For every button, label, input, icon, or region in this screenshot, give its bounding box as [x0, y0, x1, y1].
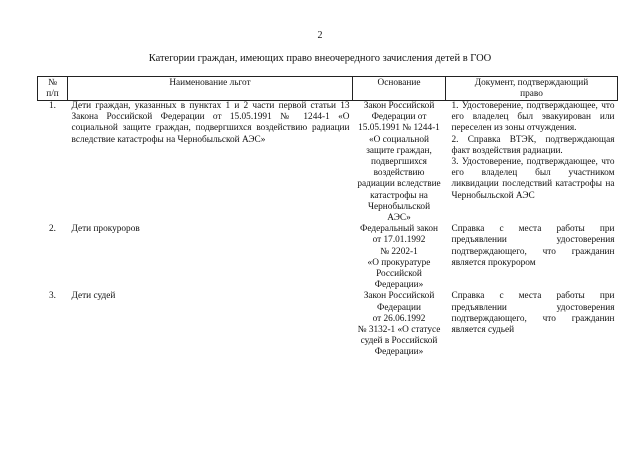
- benefit-name: Дети прокуроров: [71, 224, 140, 235]
- legal-basis: Закон Российской Федерации от 26.06.1992 № 3132-1 «О статусе судей в Российской Федерации»: [357, 291, 441, 358]
- header-doc: Документ, подтверждающий право: [446, 77, 618, 101]
- legal-basis: Федеральный закон от 17.01.1992 № 2202-1 «О прокуратуре Российской Федерации»: [360, 224, 438, 291]
- benefits-table: [37, 76, 618, 359]
- benefit-name: Дети судей: [71, 291, 116, 302]
- legal-basis: Закон Российской Федерации от 15.05.1991 № 1244-1 «О социальной защите граждан, подвергшихся воздействию радиации вследствие катастрофы на Чернобыльской АЭС»: [357, 101, 441, 224]
- table-row: [38, 224, 618, 291]
- table-row: [38, 291, 618, 358]
- supporting-documents: Справка с места работы при предъявлении удостоверения подтверждающего, что гражданин является судьей: [451, 291, 615, 336]
- supporting-documents: 1. Удостоверение, подтверждающее, что его владелец был эвакуирован или переселен из зоны отчуждения. 2. Справка ВТЭК, подтверждающая факт воздействия радиации. 3. Удостоверение, подтверждающее, что его владелец был участником ликвидации последствий катастрофы на Чернобыльской АЭС: [451, 101, 615, 201]
- table-header-row: [38, 77, 618, 101]
- row-number: 2.: [49, 224, 56, 235]
- header-num: № п/п: [38, 77, 68, 101]
- row-number: 3.: [49, 291, 56, 302]
- header-name: Наименование льгот: [68, 77, 353, 101]
- page-number: 2: [317, 30, 323, 41]
- supporting-documents: Справка с места работы при предъявлении удостоверения подтверждающего, что гражданин является прокурором: [451, 224, 615, 268]
- header-basis: Основание: [353, 77, 446, 101]
- document-title: Категории граждан, имеющих право внеочередного зачисления детей в ГОО: [148, 53, 492, 64]
- row-number: 1.: [49, 101, 56, 111]
- benefit-name: Дети граждан, указанных в пунктах 1 и 2 части первой статьи 13 Закона Российской Федерации от 15.05.1991 № 1244-1 «О социальной защите граждан, подвергшихся воздействию радиации вследствие катастрофы на Чернобыльской АЭС»: [71, 101, 350, 145]
- table-row: [38, 101, 618, 225]
